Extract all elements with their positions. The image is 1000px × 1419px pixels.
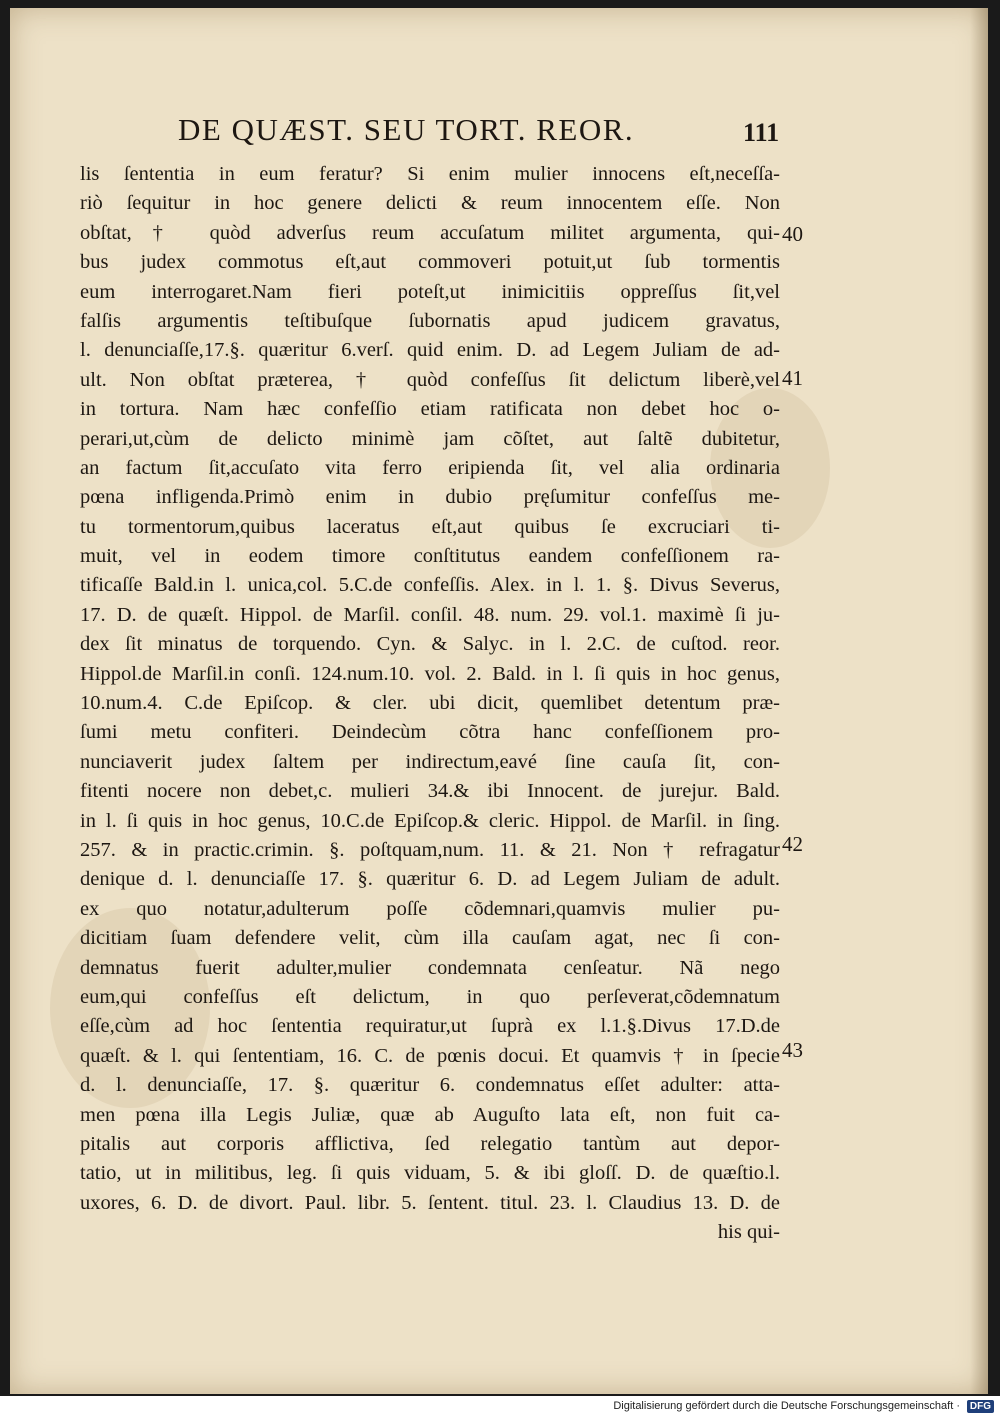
text-line: lis ſententia in eum feratur? Si enim mulier innocens eſt,neceſſa- — [80, 163, 780, 185]
footer-bar — [0, 1396, 1000, 1419]
text-line: dex ſit minatus de torquendo. Cyn. & Salyc. in l. 2.C. de cuſtod. reor. — [80, 633, 780, 656]
text-line: ex quo notatur,adulterum poſſe cõdemnari,quamvis mulier pu- — [80, 897, 780, 920]
text-line: dicitiam ſuam defendere velit, cùm illa cauſam agat, nec ſi con- — [80, 927, 780, 950]
text-line: 10.num.4. C.de Epiſcop. & cler. ubi dicit, quemlibet detentum præ- — [80, 692, 780, 715]
text-line: pœna infligenda.Primò enim in dubio pręſumitur confeſſus me- — [80, 486, 780, 509]
margin-number: 42 — [782, 832, 803, 856]
text-line: obſtat,† quòd adverſus reum accuſatum militet argumenta, qui- — [80, 221, 780, 244]
text-line: ult. Non obſtat præterea, † quòd confeſſus ſit delictum liberè,vel — [80, 368, 780, 391]
text-line: nunciaverit judex ſaltem per indirectum,eavé ſine cauſa ſit, con- — [80, 750, 780, 773]
body-text — [80, 160, 780, 1247]
text-line: perari,ut,cùm de delicto minimè jam cõſtet, aut ſaltẽ dubitetur, — [80, 427, 780, 450]
text-line: quæſt. & l. qui ſententiam, 16. C. de pœnis docui. Et quamvis † in ſpecie — [80, 1044, 780, 1067]
text-line: denique d. l. denunciaſſe 17. §. quæritur 6. D. ad Legem Juliam de adult. — [80, 868, 780, 891]
folio-number: 111 — [743, 118, 780, 147]
text-line: eum interrogaret.Nam fieri poteſt,ut inimicitiis oppreſſus ſit,vel — [80, 280, 780, 303]
text-line: d. l. denunciaſſe, 17. §. quæritur 6. condemnatus eſſet adulter: atta- — [80, 1074, 780, 1097]
text-line: men pœna illa Legis Juliæ, quæ ab Auguſto lata eſt, non fuit ca- — [80, 1103, 780, 1126]
text-line: in l. ſi quis in hoc genus, 10.C.de Epiſcop.& cleric. Hippol. de Marſil. in ſing. — [80, 809, 780, 832]
text-line: Hippol.de Marſil.in conſi. 124.num.10. vol. 2. Bald. in l. ſi quis in hoc genus, — [80, 662, 780, 685]
text-line: pitalis aut corporis afflictiva, ſed relegatio tantùm aut depor- — [80, 1132, 780, 1155]
text-line: uxores, 6. D. de divort. Paul. libr. 5. ſentent. titul. 23. l. Claudius 13. D. de — [80, 1191, 780, 1214]
text-line: falſis argumentis teſtibuſque ſubornatis apud judicem gravatus, — [80, 309, 780, 332]
text-line: tificaſſe Bald.in l. unica,col. 5.C.de confeſſis. Alex. in l. 1. §. Divus Severus, — [80, 574, 780, 597]
text-line: an factum ſit,accuſato vita ferro eripienda ſit, vel alia ordinaria — [80, 456, 780, 479]
text-line: tu tormentorum,quibus laceratus eſt,aut quibus ſe excruciari ti- — [80, 515, 780, 538]
dfg-logo: DFG — [967, 1400, 994, 1413]
text-line: demnatus fuerit adulter,mulier condemnata cenſeatur. Nã nego — [80, 956, 780, 979]
margin-number: 40 — [782, 222, 803, 246]
text-line: bus judex commotus eſt,aut commoveri potuit,ut ſub tormentis — [80, 251, 780, 274]
margin-number: 43 — [782, 1038, 803, 1062]
margin-number: 41 — [782, 366, 803, 390]
text-line: 257. & in practic.crimin. §. poſtquam,num. 11. & 21. Non † refragatur — [80, 838, 780, 861]
text-line: ſumi metu confiteri. Deindecùm cõtra hanc confeſſionem pro- — [80, 721, 780, 744]
text-line: in tortura. Nam hæc confeſſio etiam ratificata non debet hoc o- — [80, 398, 780, 421]
text-line: 17. D. de quæſt. Hippol. de Marſil. conſil. 48. num. 29. vol.1. maximè ſi ju- — [80, 603, 780, 626]
running-head: DE QUÆST. SEU TORT. REOR. — [178, 112, 635, 147]
text-line: l. denunciaſſe,17.§. quæritur 6.verſ. quid enim. D. ad Legem Juliam de ad- — [80, 339, 780, 362]
footer-credit: Digitalisierung gefördert durch die Deutsche Forschungsgemeinschaft · — [613, 1400, 960, 1412]
text-line: muit, vel in eodem timore conſtitutus eandem confeſſionem ra- — [80, 545, 780, 568]
page-edge-shadow — [970, 8, 988, 1394]
text-line: fitenti nocere non debet,c. mulieri 34.& ibi Innocent. de jurejur. Bald. — [80, 780, 780, 803]
text-line: eum,qui confeſſus eſt delictum, in quo perſeverat,cõdemnatum — [80, 985, 780, 1008]
text-line: his qui- — [717, 1221, 780, 1244]
text-line: tatio, ut in militibus, leg. ſi quis viduam, 5. & ibi gloſſ. D. de quæſtio.l. — [80, 1162, 780, 1185]
text-line: eſſe,cùm ad hoc ſententia requiratur,ut ſuprà ex l.1.§.Divus 17.D.de — [80, 1015, 780, 1038]
text-line: riò ſequitur in hoc genere delicti & reum innocentem eſſe. Non — [80, 192, 780, 215]
